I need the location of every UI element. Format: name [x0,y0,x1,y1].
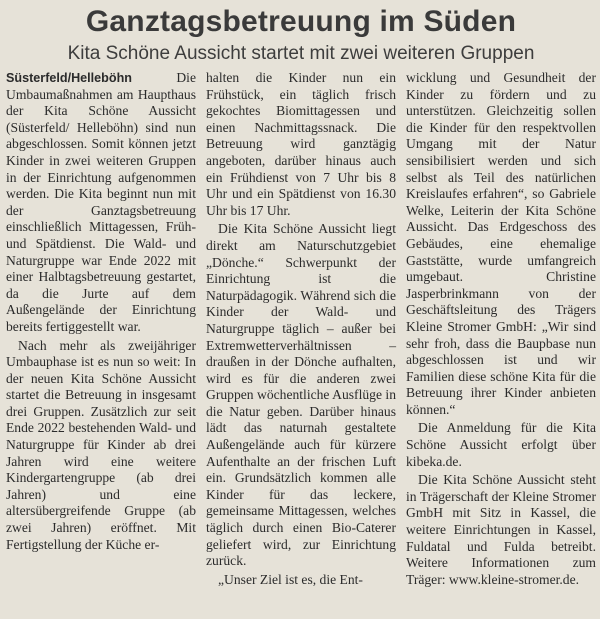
subheadline: Kita Schöne Aussicht startet mit zwei weiteren Gruppen [67,43,535,64]
paragraph: wicklung und Gesundheit der Kinder zu fördern und zu unterstützen. Gleichzeitig sollen die Kinder für den respektvollen Umgang mit der Natur sensibilisiert werden und sich selbst als Teil des natürlichen Kreislaufes erfahren“, so Gabriele Welke, Leiterin der Kita Schöne Aussicht. Das Erdgeschoss des Gebäudes, eine ehemalige Gaststätte, wurde umfangreich umgebaut. Christine Jasperbrinkmann von der Geschäftsleitung des Trägers Kleine Stromer GmbH: „Wir sind sehr froh, dass die Baupbase nun abgeschlossen ist und wir Familien diese schöne Kita für die Betreuung ihrer Kinder anbieten können.“ [406,70,596,417]
column-2 [206,70,396,588]
article-columns [6,70,596,588]
paragraph: Die Kita Schöne Aussicht steht in Trägerschaft der Kleine Stromer GmbH mit Sitz in Kassel, die weitere Einrichtungen in Kassel, Fuldatal und Fulda betreibt. Weitere Informationen zum Träger: www.kleine-stromer.de. [406,472,596,587]
paragraph: Die Kita Schöne Aussicht liegt direkt am Naturschutzgebiet „Dönche.“ Schwerpunkt der Einrichtung ist die Naturpädagogik. Während sich die Kinder der Wald- und Naturgruppe täglich – außer bei Extremwetterverhältnissen – draußen in der Dönche aufhalten, wird es für die anderen zwei Gruppen wöchentliche Ausflüge in die Natur geben. Darüber hinaus lädt das naturnah gestaltete Außengelände auch für kürzere Aufenthalte an der frischen Luft ein. Grundsätzlich kommen alle Kinder für das leckere, gemeinsame Mittagessen, welches täglich durch einen Bio-Caterer geliefert wird, zur Einrichtung zurück. [206,221,396,569]
paragraph [6,70,196,336]
paragraph: halten die Kinder nun ein Frühstück, ein täglich frisch gekochtes Biomittagessen und einen Nachmittagssnack. Die Betreuung wird ganztägig angeboten, darüber hinaus auch ein Frühdienst von 7 Uhr bis 8 Uhr und ein Spätdienst von 16.30 Uhr bis 17 Uhr. [206,70,396,218]
headline: Ganztagsbetreuung im Süden [85,5,517,38]
column-3 [406,70,596,588]
paragraph-text: Die Umbaumaßnahmen am Haupthaus der Kita Schöne Aussicht (Süsterfeld/ Helleböhn) sind nun abgeschlossen. Somit können jetzt Kinder in zwei weiteren Gruppen in der Einrichtung aufgenommen werden. Die Kita beginnt nun mit der Ganztagsbetreuung einschließlich Mittagessen, Früh- und Spätdienst. Die Wald- und Naturgruppe war Ende 2022 mit einer Halbtagsbetreuung gestartet, da die Jurte auf dem Außengelände der Einrichtung bereits fertiggestellt war. [6,70,196,334]
column-1 [6,70,196,588]
paragraph: Nach mehr als zweijähriger Umbauphase ist es nun so weit: In der neuen Kita Schöne Aussicht startet die Betreuung in insgesamt drei Gruppen. Zusätzlich zur seit Ende 2022 bestehenden Wald- und Naturgruppe für Kinder ab drei Jahren wird eine weitere Kindergartengruppe (ab drei Jahren) und eine altersübergreifende Gruppe (ab zwei Jahren) eröffnet. Mit Fertigstellung der Küche er- [6,337,196,552]
paragraph: Die Anmeldung für die Kita Schöne Aussicht erfolgt über kibeka.de. [406,420,596,469]
dateline: Süsterfeld/Helleböhn [6,71,132,85]
paragraph: „Unser Ziel ist es, die Ent- [218,571,363,587]
